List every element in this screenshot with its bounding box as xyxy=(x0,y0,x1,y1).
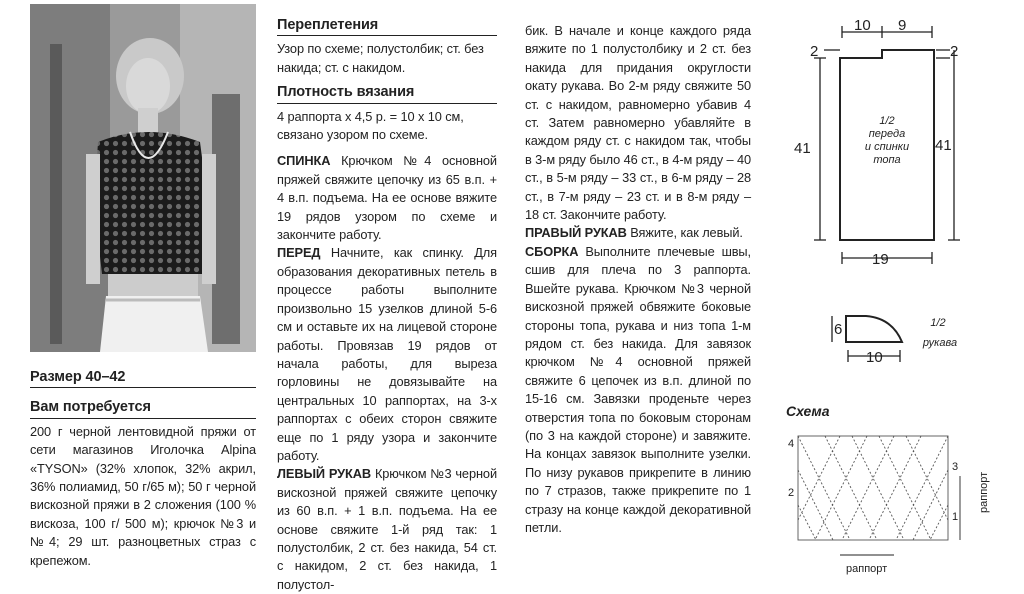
left-sleeve-text: Крючком №3 черной вискозной пряжей свяжите цепочку из 60 в.п. + 1 в.п. подъема. На ее основе свяжите 1-й ряд так: 1 полустолбик, 2 ст. без накида, 54 ст. с накидом, 2 ст. без накида, 1 полустол- xyxy=(277,466,497,592)
rapport-horizontal: раппорт xyxy=(846,563,888,575)
right-sleeve-label: ПРАВЫЙ РУКАВ xyxy=(525,225,627,241)
back-text: Крючком №4 основной пряжей свяжите цепочку из 65 в.п. + 4 в.п. подъема. На ее основе вяжите 19 рядов узором по схеме и закончите работу. xyxy=(277,153,497,243)
weave-text: Узор по схеме; полустолбик; ст. без накида; ст. с накидом. xyxy=(277,41,484,75)
front-label: ПЕРЕД xyxy=(277,245,321,261)
column-2 xyxy=(277,16,497,594)
right-sleeve-text: Вяжите, как левый. xyxy=(630,225,743,241)
row-1: 1 xyxy=(952,511,959,523)
sleeve-outline xyxy=(846,316,902,342)
left-sleeve-paragraph xyxy=(277,465,497,594)
materials-heading: Вам потребуется xyxy=(30,398,256,418)
bottom-dim: 19 xyxy=(872,251,889,268)
panel-label-3: и спинки xyxy=(864,141,910,153)
panel-label-4: топа xyxy=(873,154,901,166)
assembly-text: Выполните плечевые швы, сшив для плеча по 3 раппорта. Вшейте рукава. Крючком №3 черной вискозной пряжей обвяжите боковые стороны топа, рукава и низ топа 1-м рядом ст. без накида. Для завязок крючком №4 основной пряжей свяжите 6 цепочек из в.п. длиной по 15-16 см. Завязки проденьте через отверстия топа по боковым сторонам (по 3 на каждой стороне) и завяжите. На концах завязок выполните узелки. По низу рукавов прикрепите в линию по 7 стразов, также прикрепите по 1 стразу на конце каждой декоративной петли. xyxy=(525,243,751,535)
diagrams xyxy=(770,0,1024,585)
assembly-label: СБОРКА xyxy=(525,243,579,259)
sleeve-width: 10 xyxy=(866,349,883,366)
rapport-vertical: раппорт xyxy=(978,471,990,513)
back-paragraph xyxy=(277,152,497,244)
top-right-dim: 9 xyxy=(898,17,907,34)
sleeve-continued-text: бик. В начале и конце каждого ряда вяжите по 1 полустолбику и 2 ст. без накида для придания округлости окату рукава. Во 2-м ряду свяжите 50 ст. с накидом, равномерно убавив 4 ст. Затем равномерно убавляйте в каждом ряду ст. с накидом так, чтобы в 3-м ряду было 46 ст., в 4-м ряду – 40 ст., в 5-м ряду – 33 ст., в 6-м ряду – 28 ст., в 7-м ряду – 23 ст. и в 8-м ряду – 18 ст. Закончите работу. xyxy=(525,23,751,223)
pattern-diagrams xyxy=(770,0,1024,585)
stitch-scheme xyxy=(798,436,960,555)
front-paragraph xyxy=(277,244,497,465)
shoulder-left: 2 xyxy=(810,43,819,60)
size-heading: Размер 40–42 xyxy=(30,368,256,388)
top-left-dim: 10 xyxy=(854,17,871,34)
model-photo xyxy=(30,4,256,352)
back-label: СПИНКА xyxy=(277,153,331,169)
left-sleeve-label: ЛЕВЫЙ РУКАВ xyxy=(277,466,372,482)
materials-text: 200 г черной лентовидной пряжи от сети магазинов Иголочка Alpina «TYSON» (32% хлопок, 32% акрил, 36% полиамид, 50 г/65 м); 50 г черной вискозной пряжи в 2 сложения (100 % вискоза, 100 г/ 500 м); крючок №3 и №4; 29 шт. разноцветных страз с крепежом. xyxy=(30,423,256,568)
row-3: 3 xyxy=(952,461,959,473)
row-2: 2 xyxy=(788,487,795,499)
column-3 xyxy=(525,22,751,537)
height-left: 41 xyxy=(794,140,811,157)
scheme-title: Схема xyxy=(786,403,830,419)
shoulder-right: 2 xyxy=(950,43,959,60)
sleeve-label-1: 1/2 xyxy=(930,317,946,329)
density-heading: Плотность вязания xyxy=(277,83,497,103)
panel-label-1: 1/2 xyxy=(879,115,895,127)
right-sleeve-paragraph xyxy=(525,224,751,242)
sleeve-label-2: рукава xyxy=(922,337,958,349)
column-1 xyxy=(30,368,256,570)
assembly-paragraph xyxy=(525,243,751,538)
sleeve-height: 6 xyxy=(834,321,843,338)
panel-label-2: переда xyxy=(868,128,906,140)
height-right: 41 xyxy=(935,137,952,154)
weave-heading: Переплетения xyxy=(277,16,497,36)
density-text: 4 раппорта х 4,5 р. = 10 х 10 см, связано узором по схеме. xyxy=(277,108,464,143)
front-text: Начните, как спинку. Для образования декоративных петель в процессе работы выполните произвольно 15 узелков длиной 5-6 см и оставьте их на лицевой стороне работы. Провязав 19 рядов от начала работы, для выреза горловины не довязывайте на центральных 10 раппортах, на 3-х раппортах с обеих сторон свяжите еще по 1 ряду узора и закончите работу. xyxy=(277,245,497,463)
row-4: 4 xyxy=(788,438,795,450)
